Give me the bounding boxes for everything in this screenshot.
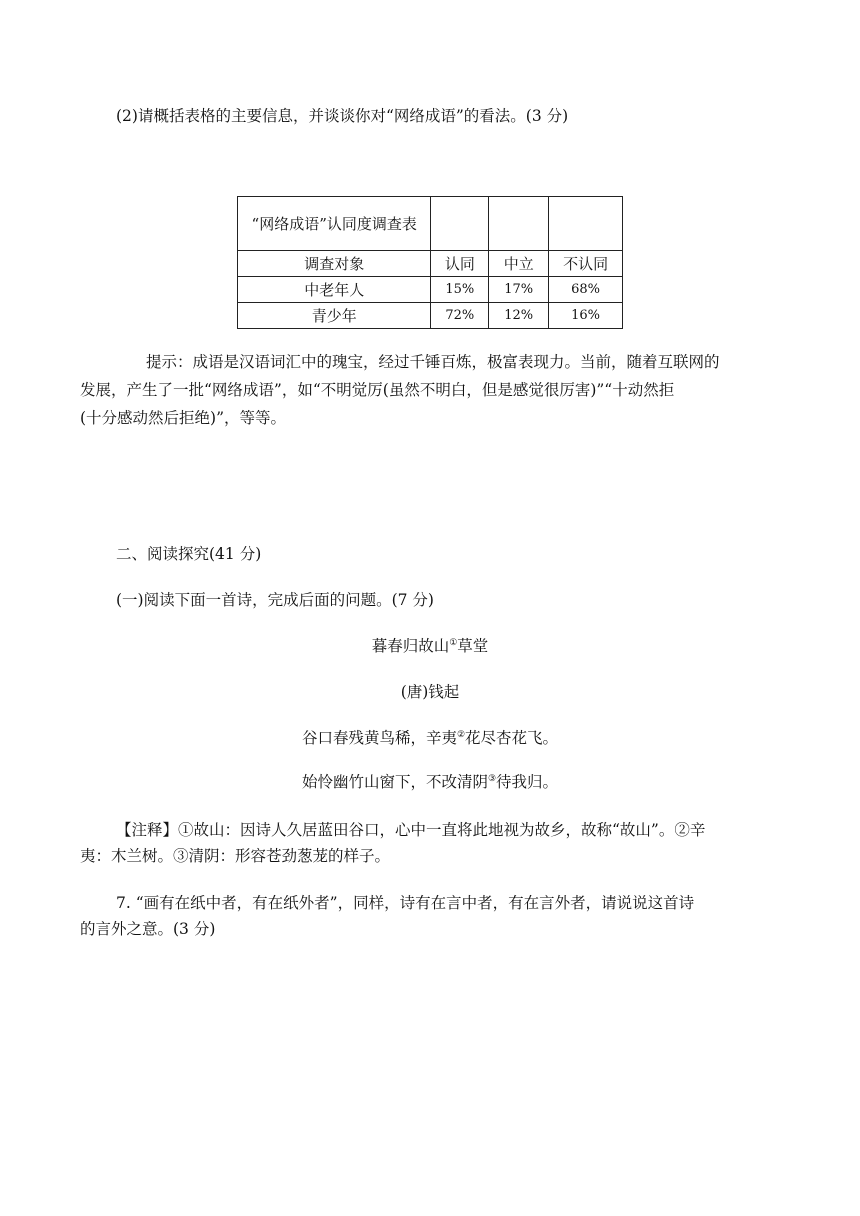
- table-header-row: [238, 251, 623, 277]
- table-cell-empty: [549, 197, 623, 251]
- table-cell: 12%: [489, 303, 549, 329]
- question-7: 的言外之意。(3 分): [80, 920, 216, 938]
- poem-line: 谷口春残黄鸟稀，辛夷②花尽杏花飞。: [301, 729, 559, 747]
- table-title: “网络成语”认同度调查表: [238, 197, 431, 251]
- survey-table: [237, 196, 623, 329]
- table-row: [238, 277, 623, 303]
- notes-line: 【注释】①故山：因诗人久居蓝田谷口，心中一直将此地视为故乡，故称“故山”。②辛: [116, 821, 706, 839]
- footnote-marker: ②: [456, 730, 466, 740]
- table-cell-empty: [431, 197, 489, 251]
- poem-title: 暮春归故山①草堂: [371, 637, 489, 655]
- question-2: (2)请概括表格的主要信息，并谈谈你对“网络成语”的看法。(3 分): [116, 107, 569, 125]
- hint-line: 发展，产生了一批“网络成语”，如“不明觉厉(虽然不明白，但是感觉很厉害)”“十动然拒: [80, 381, 675, 399]
- poem-author: (唐)钱起: [400, 683, 460, 701]
- table-cell: 青少年: [238, 303, 431, 329]
- footnote-marker: ①: [449, 638, 458, 648]
- table-cell: 72%: [431, 303, 489, 329]
- table-cell: 17%: [489, 277, 549, 303]
- column-header: 认同: [431, 251, 489, 277]
- table-cell: 16%: [549, 303, 623, 329]
- notes-line: 夷：木兰树。③清阴：形容苍劲葱茏的样子。: [80, 847, 391, 865]
- poem-line: 始怜幽竹山窗下，不改清阴③待我归。: [301, 773, 559, 791]
- table-cell: 中老年人: [238, 277, 431, 303]
- column-header: 不认同: [549, 251, 623, 277]
- table-cell: 68%: [549, 277, 623, 303]
- hint-line: (十分感动然后拒绝)”，等等。: [80, 409, 287, 427]
- section-heading: 二、阅读探究(41 分): [116, 545, 262, 563]
- column-header: 中立: [489, 251, 549, 277]
- column-header: 调查对象: [238, 251, 431, 277]
- table-cell-empty: [489, 197, 549, 251]
- table-cell: 15%: [431, 277, 489, 303]
- question-7: 7. “画有在纸中者，有在纸外者”，同样，诗有在言中者，有在言外者，请说说这首诗: [116, 894, 695, 912]
- footnote-marker: ③: [487, 774, 497, 784]
- part-heading: (一)阅读下面一首诗，完成后面的问题。(7 分): [116, 591, 434, 609]
- table-row: [238, 303, 623, 329]
- hint-line: 提示：成语是汉语词汇中的瑰宝，经过千锤百炼，极富表现力。当前，随着互联网的: [146, 353, 720, 371]
